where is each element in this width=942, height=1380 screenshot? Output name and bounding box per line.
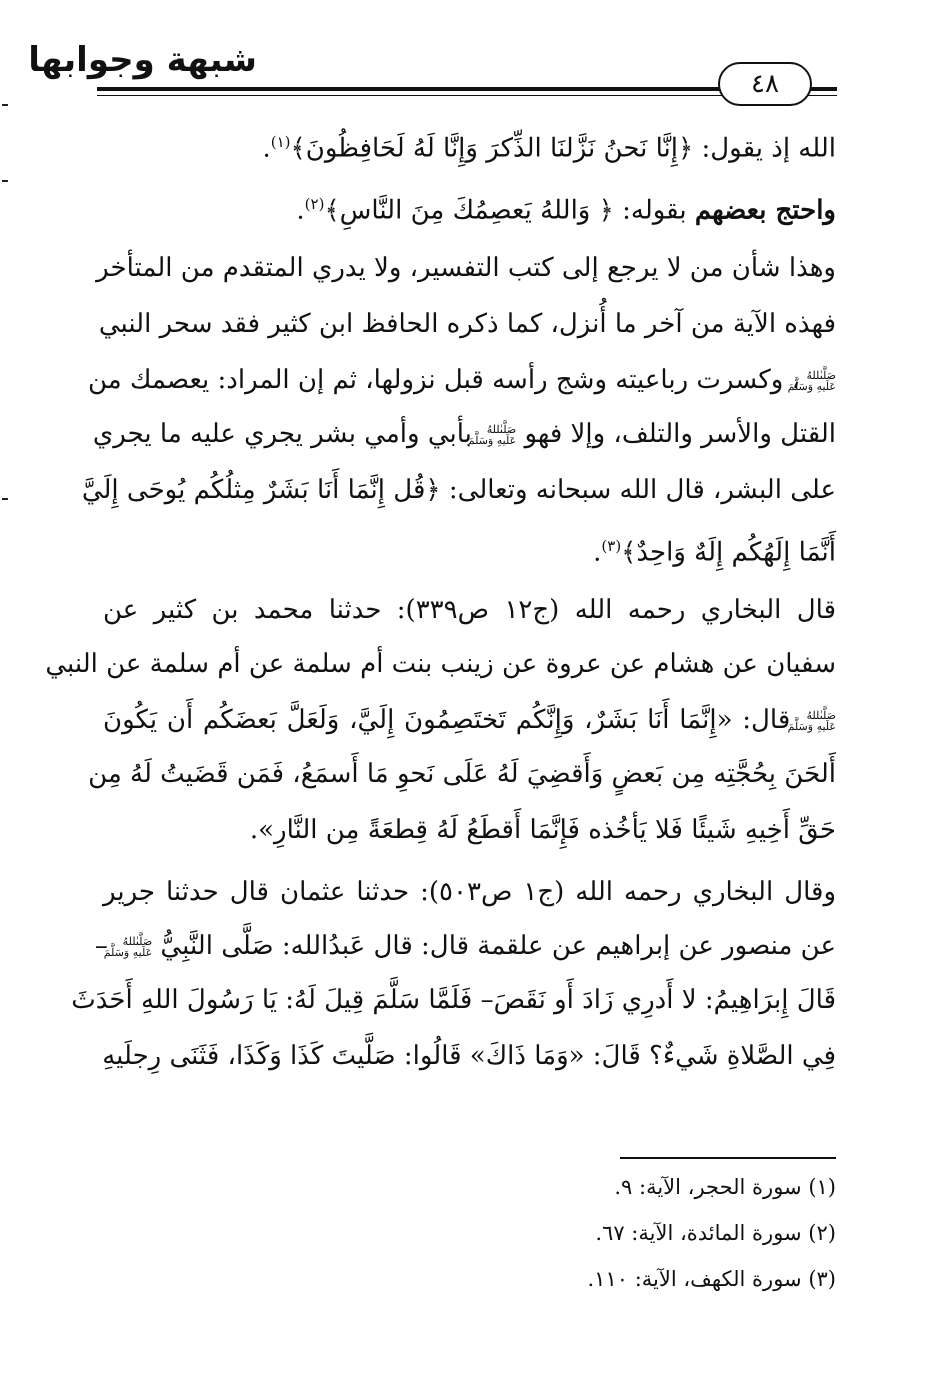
text-line-2 (296, 184, 836, 228)
running-title: شبهة وجوابها (28, 40, 257, 80)
text-line-3: وهذا شأن من لا يرجع إلى كتب التفسير، ولا يدري المتقدم من المتأخر (96, 253, 836, 283)
footnote-3: (٣) سورة الكهف، الآية: ١١٠. (587, 1267, 836, 1291)
punctuation: . (296, 195, 305, 226)
footnote-1: (١) سورة الحجر، الآية: ٩. (614, 1175, 836, 1199)
text-line-8 (593, 526, 836, 570)
footnote-ref: (٢) (304, 195, 325, 213)
page-number: ٤٨ (718, 62, 812, 106)
salawat-ligature-icon: صَلَّىٰللهُ عَلَيهِ وَسَلَّمَ (467, 423, 517, 447)
text-line-14: وقال البخاري رحمه الله (ج١ ص٥٠٣): حدثنا عثمان قال حدثنا جرير (103, 877, 836, 907)
text-line-7 (81, 470, 836, 514)
quran-verse: ﴿ وَاللهُ يَعصِمُكَ مِنَ النَّاسِ﴾ (324, 195, 614, 226)
salawat-ligature-icon: صَلَّىٰللهُ عَلَيهِ وَسَلَّمَ (787, 709, 836, 733)
punctuation: . (262, 133, 271, 164)
text-line-15 (94, 926, 836, 970)
text-line-13: حَقِّ أَخِيهِ شَيئًا فَلا يَأخُذه فَإِنَّمَا أَقطَعُ لَهُ قِطعَةً مِن النَّارِ». (249, 815, 836, 845)
text-segment: بقوله: (613, 195, 695, 226)
text-line-12: أَلحَنَ بِحُجَّتِه مِن بَعضٍ وَأَقضِيَ لَهُ عَلَى نَحوِ مَا أَسمَعُ، فَمَن قَضَيتُ لَهُ مِن (88, 759, 836, 789)
text-segment: – (94, 931, 117, 961)
quran-verse: ﴿إِنَّا نَحنُ نَزَّلنَا الذِّكرَ وَإِنَّا لَهُ لَحَافِظُونَ﴾ (290, 133, 694, 164)
text-line-1 (262, 122, 836, 166)
hadith-text: قال: «إِنَّمَا أَنَا بَشَرٌ، وَإِنَّكُم تَختَصِمُونَ إِلَيَّ، وَلَعَلَّ بَعضَكُم أَن يَكُونَ (103, 705, 800, 735)
salawat-ligature-icon: صَلَّىٰللهُ عَلَيهِ وَسَلَّمَ (103, 935, 153, 959)
text-segment: ، وكسرت رباعيته وشج رأسه قبل نزولها، ثم إن المراد: يعصمك من (88, 365, 800, 395)
text-line-9: قال البخاري رحمه الله (ج١٢ ص٣٣٩): حدثنا محمد بن كثير عن (103, 595, 837, 625)
margin-mark (2, 498, 8, 500)
text-line-16: قَالَ إِبرَاهِيمُ: لا أَدرِي زَادَ أَو نَقَصَ– فَلَمَّا سَلَّمَ قِيلَ لَهُ: يَا رَسُولَ اللهِ أَحَدَثَ (71, 985, 836, 1015)
footnote-2: (٢) سورة المائدة، الآية: ٦٧. (595, 1221, 836, 1245)
text-line-11 (103, 700, 836, 744)
text-segment: القتل والأسر والتلف، وإلا فهو (516, 419, 836, 449)
margin-mark (2, 180, 8, 182)
salawat-ligature-icon: صَلَّىٰللهُ عَلَيهِ وَسَلَّمَ (787, 369, 836, 393)
text-segment: الله إذ يقول: (693, 133, 836, 164)
footnote-ref: (٣) (601, 537, 622, 555)
footnote-ref: (١) (270, 133, 291, 151)
text-line-5 (88, 360, 836, 404)
margin-mark (2, 104, 8, 106)
quran-verse: ﴿قُل إِنَّمَا أَنَا بَشَرٌ مِثلُكُم يُوحَى إِلَيَّ (81, 475, 441, 505)
text-line-17: فِي الصَّلاةِ شَيءٌ؟ قَالَ: «وَمَا ذَاكَ» قَالُوا: صَلَّيتَ كَذَا وَكَذَا، فَثَنَى رِجلَيهِ (102, 1041, 836, 1071)
text-line-4: فهذه الآية من آخر ما أُنزل، كما ذكره الحافظ ابن كثير فقد سحر النبي (98, 309, 836, 339)
text-line-6 (92, 414, 836, 458)
text-line-10: سفيان عن هشام عن عروة عن زينب بنت أم سلمة عن أم سلمة عن النبي (45, 649, 836, 679)
text-segment: عن منصور عن إبراهيم عن علقمة قال: قال عَبدُالله: صَلَّى النَّبِيُّ (152, 931, 836, 961)
footnote-separator (620, 1157, 836, 1159)
text-segment: بأبي وأمي بشر يجري عليه ما يجري (92, 419, 481, 449)
punctuation: . (593, 537, 602, 568)
bold-phrase: واحتج بعضهم (694, 195, 836, 226)
quran-verse: أَنَّمَا إِلَهُكُم إِلَهٌ وَاحِدٌ﴾ (621, 537, 836, 568)
text-segment: على البشر، قال الله سبحانه وتعالى: (440, 475, 836, 505)
